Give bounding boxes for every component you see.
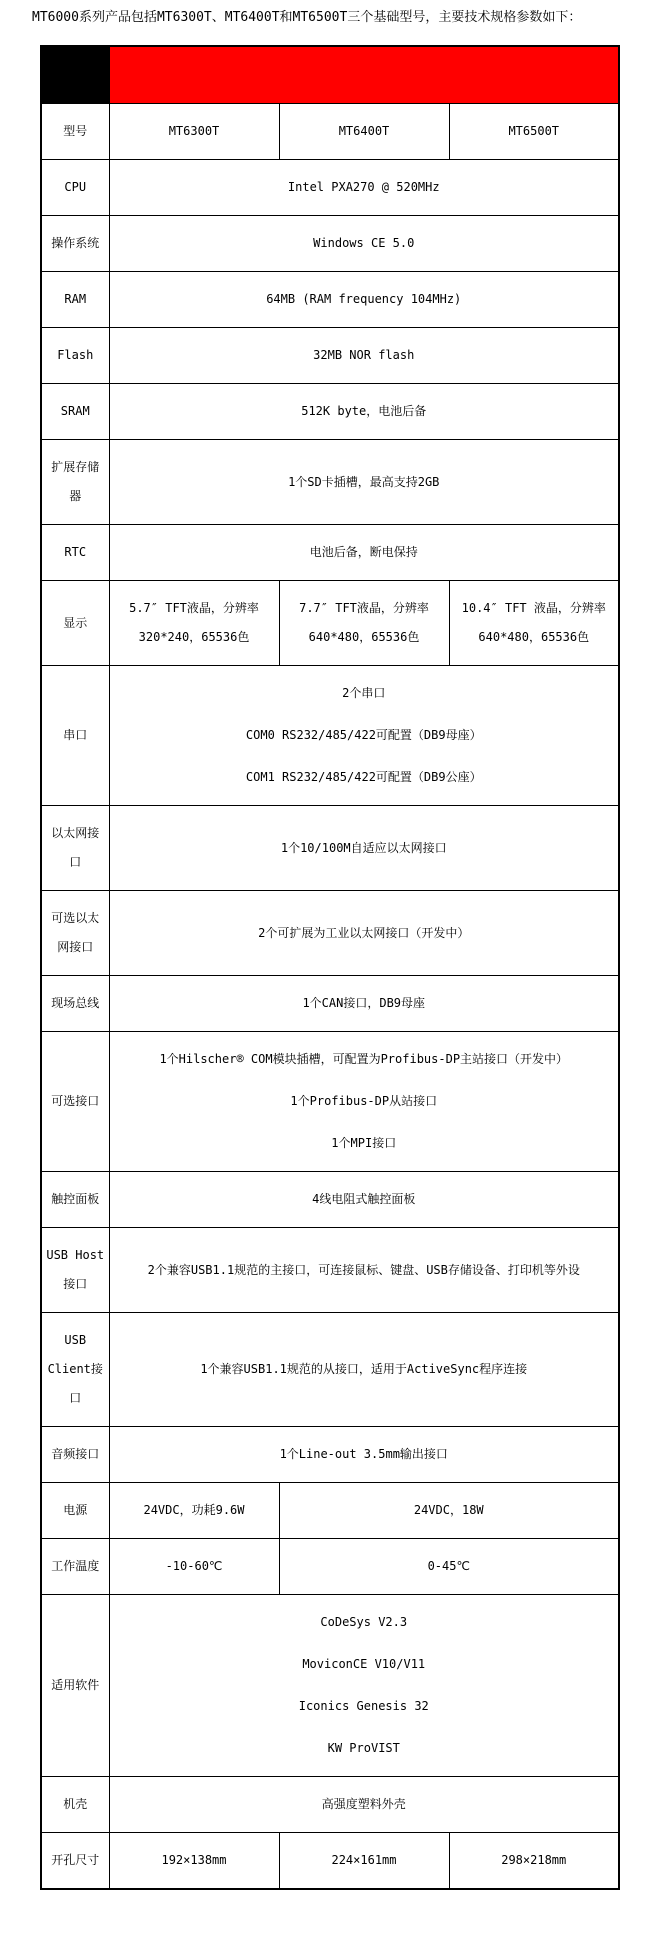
header-banner xyxy=(109,46,619,104)
table-row xyxy=(41,160,619,216)
row-label: 可选以太网接口 xyxy=(41,891,109,976)
spec-cell xyxy=(279,1833,449,1890)
table-row xyxy=(41,1483,619,1539)
row-label: Flash xyxy=(41,328,109,384)
spec-cell-line: 高强度塑料外壳 xyxy=(321,1797,406,1811)
spec-cell-line: COM0 RS232/485/422可配置（DB9母座） xyxy=(245,728,482,742)
spec-cell-line: CoDeSys V2.3 xyxy=(320,1615,408,1629)
spec-cell-line: MT6500T xyxy=(508,124,560,138)
row-label: 机壳 xyxy=(41,1777,109,1833)
table-row xyxy=(41,1032,619,1172)
header-corner-cell xyxy=(41,46,109,104)
spec-cell xyxy=(109,1228,619,1313)
spec-cell xyxy=(449,581,619,666)
row-label: 型号 xyxy=(41,104,109,160)
row-label: RTC xyxy=(41,525,109,581)
spec-cell-line: 1个兼容USB1.1规范的从接口，适用于ActiveSync程序连接 xyxy=(200,1362,528,1376)
spec-cell xyxy=(109,104,279,160)
spec-cell xyxy=(279,1539,619,1595)
table-row xyxy=(41,1313,619,1427)
spec-cell-line: 2个可扩展为工业以太网接口（开发中） xyxy=(258,925,470,940)
spec-cell xyxy=(109,440,619,525)
table-row xyxy=(41,1833,619,1890)
table-row xyxy=(41,806,619,891)
spec-cell-line: MoviconCE V10/V11 xyxy=(302,1657,426,1671)
spec-cell xyxy=(109,1777,619,1833)
spec-cell-line: 192×138mm xyxy=(161,1853,227,1867)
row-label: 触控面板 xyxy=(41,1172,109,1228)
spec-cell-line: KW ProVIST xyxy=(327,1741,400,1755)
spec-cell-line: 2个兼容USB1.1规范的主接口，可连接鼠标、键盘、USB存储设备、打印机等外设 xyxy=(147,1262,580,1277)
table-row xyxy=(41,1427,619,1483)
spec-cell-line: 1个Profibus-DP从站接口 xyxy=(290,1094,438,1108)
spec-cell-line: 1个Line-out 3.5mm输出接口 xyxy=(279,1447,448,1461)
spec-cell-line: 电池后备，断电保持 xyxy=(309,545,418,559)
row-label: 操作系统 xyxy=(41,216,109,272)
intro-text: MT6000系列产品包括MT6300T、MT6400T和MT6500T三个基础型号，主要技术规格参数如下： xyxy=(32,10,582,25)
spec-cell-line: 1个10/100M自适应以太网接口 xyxy=(280,840,447,855)
row-label: 电源 xyxy=(41,1483,109,1539)
spec-cell-line: 224×161mm xyxy=(331,1853,397,1867)
table-row xyxy=(41,1228,619,1313)
spec-table xyxy=(40,45,620,1890)
row-label: USB Host接口 xyxy=(41,1228,109,1313)
spec-cell xyxy=(279,104,449,160)
row-label: RAM xyxy=(41,272,109,328)
spec-cell xyxy=(109,1313,619,1427)
row-label: 串口 xyxy=(41,666,109,806)
spec-cell xyxy=(449,104,619,160)
table-row xyxy=(41,1539,619,1595)
row-label: 以太网接口 xyxy=(41,806,109,891)
spec-cell-line: 64MB (RAM frequency 104MHz) xyxy=(266,292,462,306)
spec-cell-line: 0-45℃ xyxy=(427,1559,470,1573)
row-label: 适用软件 xyxy=(41,1595,109,1777)
spec-cell-line: 640*480，65536色 xyxy=(478,630,590,644)
row-label: 开孔尺寸 xyxy=(41,1833,109,1890)
spec-cell xyxy=(109,272,619,328)
spec-cell-line: Iconics Genesis 32 xyxy=(298,1699,429,1713)
row-label: 显示 xyxy=(41,581,109,666)
spec-cell-line: 24VDC，18W xyxy=(413,1503,484,1517)
spec-cell xyxy=(109,1595,619,1777)
row-label: 可选接口 xyxy=(41,1032,109,1172)
spec-cell-line: 1个Hilscher® COM模块插槽，可配置为Profibus-DP主站接口（开发中） xyxy=(159,1052,569,1066)
spec-cell xyxy=(109,525,619,581)
spec-cell xyxy=(109,216,619,272)
spec-cell-line: 4线电阻式触控面板 xyxy=(312,1192,416,1206)
table-row xyxy=(41,1595,619,1777)
spec-cell-line: MT6400T xyxy=(338,124,390,138)
table-row xyxy=(41,1777,619,1833)
spec-cell xyxy=(109,581,279,666)
spec-cell-line: 512K byte，电池后备 xyxy=(301,404,427,418)
header-row xyxy=(41,46,619,104)
spec-cell-line: 2个串口 xyxy=(342,686,386,700)
spec-cell-line: 640*480，65536色 xyxy=(308,630,420,644)
spec-cell xyxy=(109,1032,619,1172)
row-label: 现场总线 xyxy=(41,976,109,1032)
row-label: SRAM xyxy=(41,384,109,440)
row-label: 扩展存储器 xyxy=(41,440,109,525)
spec-cell xyxy=(109,160,619,216)
table-row xyxy=(41,581,619,666)
spec-cell xyxy=(109,1427,619,1483)
table-row xyxy=(41,525,619,581)
spec-cell-line: 5.7″ TFT液晶，分辨率 xyxy=(129,601,259,615)
spec-cell-line: Windows CE 5.0 xyxy=(313,236,415,250)
spec-cell-line: 10.4″ TFT 液晶，分辨率 xyxy=(461,601,606,615)
table-row xyxy=(41,216,619,272)
spec-cell xyxy=(279,1483,619,1539)
spec-cell-line: 1个SD卡插槽，最高支持2GB xyxy=(288,474,440,489)
table-row xyxy=(41,666,619,806)
spec-cell-line: 320*240，65536色 xyxy=(138,630,250,644)
table-row xyxy=(41,440,619,525)
spec-cell xyxy=(279,581,449,666)
spec-cell xyxy=(109,1539,279,1595)
spec-cell-line: 298×218mm xyxy=(501,1853,567,1867)
table-row xyxy=(41,891,619,976)
spec-cell-line: 1个CAN接口，DB9母座 xyxy=(302,996,426,1010)
table-row xyxy=(41,1172,619,1228)
spec-cell xyxy=(109,1833,279,1890)
spec-cell xyxy=(109,891,619,976)
row-label: CPU xyxy=(41,160,109,216)
spec-cell xyxy=(109,384,619,440)
spec-cell xyxy=(109,806,619,891)
table-row xyxy=(41,976,619,1032)
spec-cell-line: 32MB NOR flash xyxy=(313,348,415,362)
spec-cell xyxy=(109,666,619,806)
spec-cell xyxy=(109,1483,279,1539)
row-label: 音频接口 xyxy=(41,1427,109,1483)
spec-cell-line: -10-60℃ xyxy=(165,1559,223,1573)
table-row xyxy=(41,328,619,384)
spec-cell-line: COM1 RS232/485/422可配置（DB9公座） xyxy=(245,770,482,784)
row-label: 工作温度 xyxy=(41,1539,109,1595)
row-label: USB Client接口 xyxy=(41,1313,109,1427)
table-row xyxy=(41,104,619,160)
spec-cell xyxy=(109,1172,619,1228)
table-row xyxy=(41,272,619,328)
spec-cell xyxy=(109,328,619,384)
table-row xyxy=(41,384,619,440)
spec-cell xyxy=(109,976,619,1032)
spec-cell-line: MT6300T xyxy=(168,124,220,138)
spec-cell-line: 1个MPI接口 xyxy=(331,1136,397,1150)
spec-cell xyxy=(449,1833,619,1890)
spec-cell-line: Intel PXA270 @ 520MHz xyxy=(287,180,440,194)
spec-cell-line: 7.7″ TFT液晶，分辨率 xyxy=(299,601,429,615)
spec-table-body xyxy=(41,46,619,1889)
spec-cell-line: 24VDC，功耗9.6W xyxy=(143,1503,245,1517)
